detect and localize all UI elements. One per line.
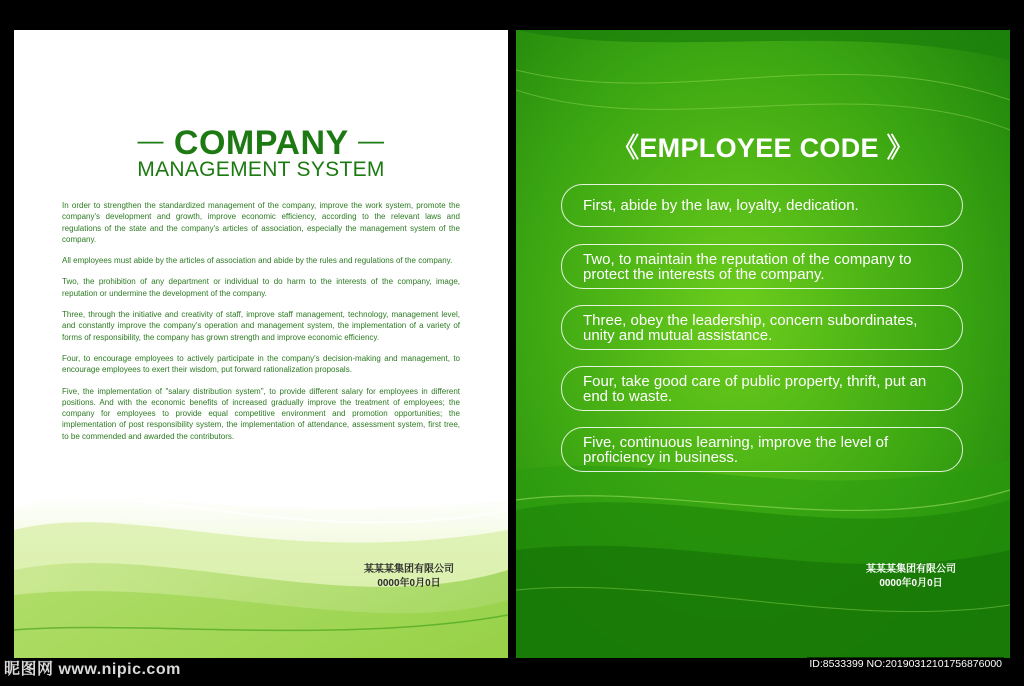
rule-text: Three, obey the leadership, concern subordinates, unity and mutual assistance. xyxy=(583,311,918,344)
page-footer xyxy=(836,563,986,591)
body-text xyxy=(62,200,460,452)
page-subtitle: MANAGEMENT SYSTEM xyxy=(137,158,385,181)
paragraph: All employees must abide by the articles of association and abide by the rules and regulations of the company. xyxy=(62,256,453,266)
date-label: 0000年0月0日 xyxy=(879,578,943,589)
paragraph: Two, the prohibition of any department or individual to do harm to the interests of the company, image, reputation or undermine the development of the company. xyxy=(62,277,460,298)
site-watermark: 昵图网 www.nipic.com xyxy=(4,661,181,678)
company-title: COMPANY xyxy=(173,124,349,162)
image-id-label: ID:8533399 NO:20190312101756876000 xyxy=(809,658,1002,670)
rule-item xyxy=(561,305,963,350)
rule-item xyxy=(561,184,963,227)
date-label: 0000年0月0日 xyxy=(377,578,441,589)
rule-text: Four, take good care of public property, thrift, put an end to waste. xyxy=(583,372,927,405)
paragraph: Five, the implementation of "salary distribution system", to provide different salary for employees in different positions. And with the economic benefits of increased gradually improve the treatment of employees; the company for employees to provide equal competitive environment and promotion opportunities; the implementation of post responsibility system, the implementation of attendance, assessment system, first tree, to be commended and awarded the contributors. xyxy=(62,386,460,441)
employee-code-title: 《EMPLOYEE CODE 》 xyxy=(612,133,914,163)
title-dash-right: — xyxy=(358,125,385,155)
page-footer xyxy=(334,563,484,591)
employee-code-page xyxy=(516,30,1010,658)
management-system-page xyxy=(14,30,508,658)
company-name: 某某某集团有限公司 xyxy=(364,564,454,575)
company-name: 某某某集团有限公司 xyxy=(866,564,956,575)
title-dash-left: — xyxy=(137,125,164,155)
rule-item xyxy=(561,427,963,472)
rule-text: First, abide by the law, loyalty, dedication. xyxy=(583,197,859,214)
rule-item xyxy=(561,244,963,289)
rule-item xyxy=(561,366,963,411)
paragraph: Four, to encourage employees to actively participate in the company's decision-making and management, to encourage employees to exert their wisdom, put forward rationalization proposals. xyxy=(62,353,460,375)
paragraph: Three, through the initiative and creativity of staff, improve staff management, technology, management level, and constantly improve the company's operation and management system, the implementation of a variety of forms of responsibility, the company has grown strength and improve economic efficiency. xyxy=(62,310,460,342)
paragraph: In order to strengthen the standardized management of the company, improve the work system, promote the company's development and growth, improve economic efficiency, according to the relevant laws and regulations of the state and the company's articles of association, especially the management system of the company. xyxy=(62,201,460,244)
rule-text: Two, to maintain the reputation of the company to protect the interests of the company. xyxy=(583,250,912,283)
rule-text: Five, continuous learning, improve the level of proficiency in business. xyxy=(583,433,889,466)
